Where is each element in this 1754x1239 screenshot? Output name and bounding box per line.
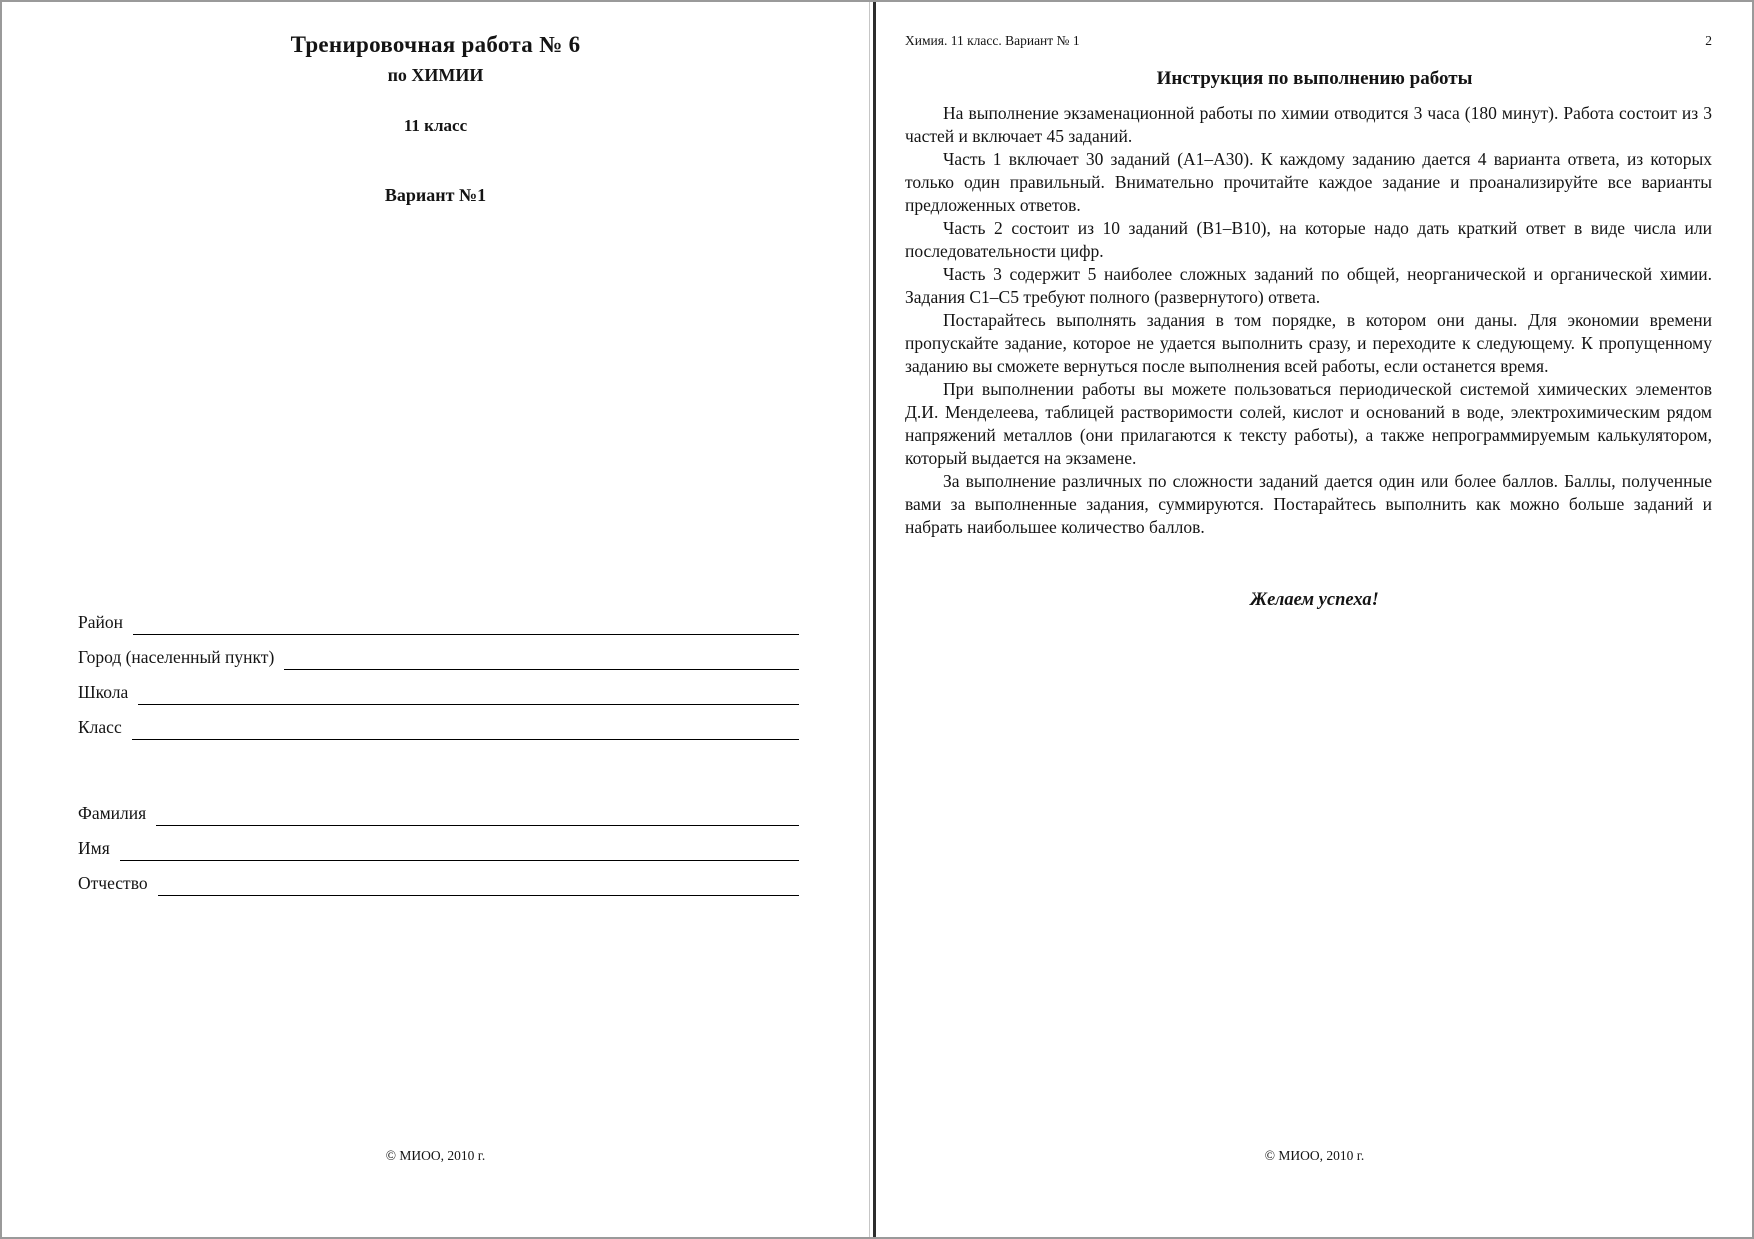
work-subject: по ХИМИИ — [387, 65, 484, 85]
instruction-paragraph: Часть 3 содержит 5 наиболее сложных заданий по общей, неорганической и органической химии. Задания С1–С5 требуют полного (развернутого) ответа. — [905, 264, 1712, 307]
instruction-paragraph: За выполнение различных по сложности заданий дается один или более баллов. Баллы, полученные вами за выполненные задания, суммируются. Постарайтесь выполнить как можно больше заданий и набрать наибольшее количество баллов. — [905, 471, 1712, 537]
field-blank-line — [138, 679, 799, 705]
field-label-school: Школа — [78, 682, 129, 702]
field-label-firstname: Имя — [78, 838, 110, 858]
page-divider-highlight — [869, 2, 870, 1237]
field-label-surname: Фамилия — [78, 803, 147, 823]
instructions-heading: Инструкция по выполнению работы — [1156, 68, 1473, 89]
variant-label: Вариант №1 — [384, 185, 487, 205]
instruction-paragraph: Постарайтесь выполнять задания в том порядке, в котором они даны. Для экономии времени пропускайте задание, которое не удается выполнить сразу, и переходите к следующему. К пропущенному заданию вы сможете вернуться после выполнения всей работы, если останется время. — [905, 310, 1712, 376]
copyright-footer-right: © МИОО, 2010 г. — [1264, 1148, 1365, 1163]
copyright-footer-left: © МИОО, 2010 г. — [385, 1148, 486, 1163]
running-head-title: Химия. 11 класс. Вариант № 1 — [905, 33, 1080, 48]
work-title: Тренировочная работа № 6 — [290, 32, 581, 57]
field-row-school — [78, 679, 799, 706]
field-label-class: Класс — [78, 717, 122, 737]
field-row-firstname — [78, 835, 799, 862]
page-title-sheet — [2, 2, 869, 1237]
field-label-patronymic: Отчество — [78, 873, 148, 893]
field-row-city — [78, 644, 799, 671]
instruction-paragraph: На выполнение экзаменационной работы по химии отводится 3 часа (180 минут). Работа состоит из 3 частей и включает 45 заданий. — [905, 103, 1712, 146]
page-instructions — [877, 2, 1752, 1237]
grade-label: 11 класс — [403, 116, 468, 135]
field-blank-line — [132, 714, 799, 740]
page-number: 2 — [1705, 33, 1712, 48]
instruction-paragraph: При выполнении работы вы можете пользоваться периодической системой химических элементов Д.И. Менделеева, таблицей растворимости солей, кислот и оснований в воде, электрохимическим рядом напряжений металлов (они прилагаются к тексту работы), а также непрограммируемым калькулятором, который выдается на экзамене. — [905, 379, 1712, 468]
instruction-paragraph: Часть 1 включает 30 заданий (А1–А30). К каждому заданию дается 4 варианта ответа, из которых только один правильный. Внимательно прочитайте каждое задание и проанализируйте все варианты предложенных ответов. — [905, 149, 1712, 215]
field-blank-line — [120, 835, 799, 861]
instruction-paragraph: Часть 2 состоит из 10 заданий (В1–В10), на которые надо дать краткий ответ в виде числа или последовательности цифр. — [905, 218, 1712, 261]
page-divider — [873, 2, 876, 1237]
field-label-district: Район — [78, 612, 123, 632]
field-row-surname — [78, 800, 799, 827]
field-blank-line — [158, 870, 799, 896]
running-head — [905, 33, 1712, 49]
closing-wish: Желаем успеха! — [1250, 590, 1379, 610]
field-blank-line — [156, 800, 799, 826]
field-row-class — [78, 714, 799, 741]
instructions-body — [905, 102, 1712, 539]
field-blank-line — [284, 644, 799, 670]
field-row-patronymic — [78, 870, 799, 897]
field-label-city: Город (населенный пункт) — [78, 647, 275, 667]
field-row-district — [78, 609, 799, 636]
field-blank-line — [133, 609, 799, 635]
